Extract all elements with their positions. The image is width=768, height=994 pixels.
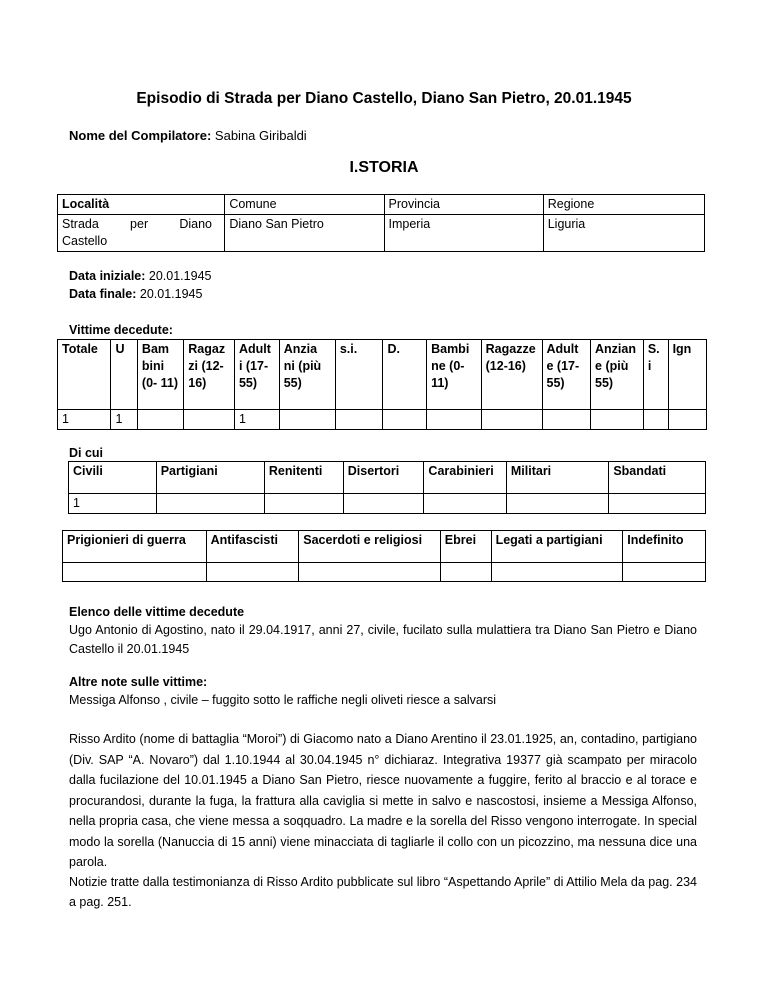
victim-list-text: Ugo Antonio di Agostino, nato il 29.04.1917, anni 27, civile, fucilato sulla mulattiera tra Diano San Pietro e Diano Castello il 20.01.1945 — [69, 623, 697, 656]
start-date-label: Data iniziale: — [69, 269, 146, 283]
location-value-line1: Strada per Diano — [62, 217, 212, 231]
cat-value-renitenti — [264, 494, 343, 514]
victims-value-totale: 1 — [58, 410, 111, 430]
victims-value-anziani — [279, 410, 335, 430]
categories2-table — [62, 530, 706, 582]
victims-value-bambini — [137, 410, 183, 430]
cat2-header-sacerdoti: Sacerdoti e religiosi — [299, 531, 441, 563]
victims-value-adulti: 1 — [234, 410, 279, 430]
victims-label: Vittime decedute: — [69, 323, 173, 337]
cat2-header-ebrei: Ebrei — [440, 531, 491, 563]
cat2-header-antifascisti: Antifascisti — [206, 531, 299, 563]
victims-value-anziane — [591, 410, 644, 430]
victims-header-u: U — [111, 340, 137, 410]
page-title: Episodio di Strada per Diano Castello, Diano San Pietro, 20.01.1945 — [136, 90, 632, 107]
regione-value: Liguria — [543, 215, 704, 252]
victims-header-totale: Totale — [58, 340, 111, 410]
cat2-value-sacerdoti — [299, 563, 441, 582]
cat-value-militari — [506, 494, 608, 514]
victims-value-ragazze — [481, 410, 542, 430]
cat2-value-prigionieri — [63, 563, 207, 582]
victims-value-si — [335, 410, 383, 430]
provincia-header: Provincia — [384, 195, 543, 215]
cat2-value-legati — [491, 563, 623, 582]
victims-value-ign — [668, 410, 706, 430]
end-date-value: 20.01.1945 — [139, 287, 203, 301]
compiler-value: Sabina Giribaldi — [214, 128, 307, 143]
cat-header-militari: Militari — [506, 462, 608, 494]
location-table — [57, 194, 705, 252]
categories-label: Di cui — [69, 446, 104, 460]
cat2-value-ebrei — [440, 563, 491, 582]
victims-header-anziani: Anzia ni (più 55) — [279, 340, 335, 410]
section-title: I.STORIA — [349, 159, 419, 176]
cat-value-civili: 1 — [69, 494, 157, 514]
victims-value-ragazzi — [184, 410, 235, 430]
victims-header-si-f: S. i — [643, 340, 668, 410]
end-date-label: Data finale: — [69, 287, 137, 301]
cat-header-sbandati: Sbandati — [609, 462, 706, 494]
cat2-header-legati: Legati a partigiani — [491, 531, 623, 563]
end-date — [69, 286, 202, 304]
cat-value-disertori — [343, 494, 424, 514]
cat-header-civili: Civili — [69, 462, 157, 494]
victims-header-ragazze: Ragazze (12-16) — [481, 340, 542, 410]
victims-value-adulte — [542, 410, 591, 430]
location-value-line2: Castello — [62, 234, 108, 248]
victims-value-d — [383, 410, 427, 430]
victim-list-label: Elenco delle vittime decedute — [69, 605, 245, 619]
victims-header-bambini: Bam bini (0- 11) — [137, 340, 183, 410]
comune-value: Diano San Pietro — [225, 215, 384, 252]
other-notes-label: Altre note sulle vittime: — [69, 675, 208, 689]
victims-header-ign: Ign — [668, 340, 706, 410]
other-notes-text1: Messiga Alfonso , civile – fuggito sotto le raffiche negli oliveti riesce a salvarsi — [69, 693, 497, 707]
regione-header: Regione — [543, 195, 704, 215]
cat2-value-indefinito — [623, 563, 706, 582]
victims-value-si-f — [643, 410, 668, 430]
other-notes-text3: Notizie tratte dalla testimonianza di Risso Ardito pubblicate sul libro “Aspettando Aprile” di Attilio Mela da pag. 234 a pag. 251. — [69, 875, 697, 909]
cat2-header-indefinito: Indefinito — [623, 531, 706, 563]
location-value — [58, 215, 225, 252]
categories-table — [68, 461, 706, 514]
victims-header-bambine: Bambi ne (0- 11) — [427, 340, 482, 410]
cat-header-partigiani: Partigiani — [156, 462, 264, 494]
victims-header-anziane: Anzian e (più 55) — [591, 340, 644, 410]
other-notes-text2: Risso Ardito (nome di battaglia “Moroi”) di Giacomo nato a Diano Arentino il 23.01.1925, an, contadino, partigiano (Div. SAP “A. Novaro”) dal 1.10.1944 al 30.04.1945 n° dichiaraz. Integrativa 19377 già scampato per miracolo dalla fucilazione del 10.01.1945 a Diano San Pietro, riesce nuovamente a fuggire, ferito al braccio e al torace e procurandosi, durante la fuga, la frattura alla caviglia si mette in salvo e nascostosi, insieme a Messiga Alfonso, nella propria casa, che viene messa a soqquadro. La madre e la sorella del Risso vengono interrogate. In special modo la sorella (Nanuccia di 15 anni) viene minacciata di tagliarle il collo con un picozzino, ma nessuna dice una parola. — [69, 732, 697, 869]
cat-value-carabinieri — [424, 494, 506, 514]
victims-value-u: 1 — [111, 410, 137, 430]
comune-header: Comune — [225, 195, 384, 215]
start-date — [69, 268, 211, 286]
cat2-value-antifascisti — [206, 563, 299, 582]
compiler-label: Nome del Compilatore: — [69, 128, 212, 143]
cat2-header-prigionieri: Prigionieri di guerra — [63, 531, 207, 563]
cat-header-renitenti: Renitenti — [264, 462, 343, 494]
compiler-line — [69, 128, 307, 143]
cat-header-disertori: Disertori — [343, 462, 424, 494]
victims-header-d: D. — [383, 340, 427, 410]
cat-header-carabinieri: Carabinieri — [424, 462, 506, 494]
provincia-value: Imperia — [384, 215, 543, 252]
cat-value-sbandati — [609, 494, 706, 514]
victims-header-adulte: Adult e (17- 55) — [542, 340, 591, 410]
victims-header-ragazzi: Ragaz zi (12- 16) — [184, 340, 235, 410]
victims-header-adulti: Adult i (17- 55) — [234, 340, 279, 410]
location-header: Località — [58, 195, 225, 215]
victims-header-si: s.i. — [335, 340, 383, 410]
victims-value-bambine — [427, 410, 482, 430]
victims-table — [57, 339, 707, 430]
cat-value-partigiani — [156, 494, 264, 514]
start-date-value: 20.01.1945 — [148, 269, 212, 283]
